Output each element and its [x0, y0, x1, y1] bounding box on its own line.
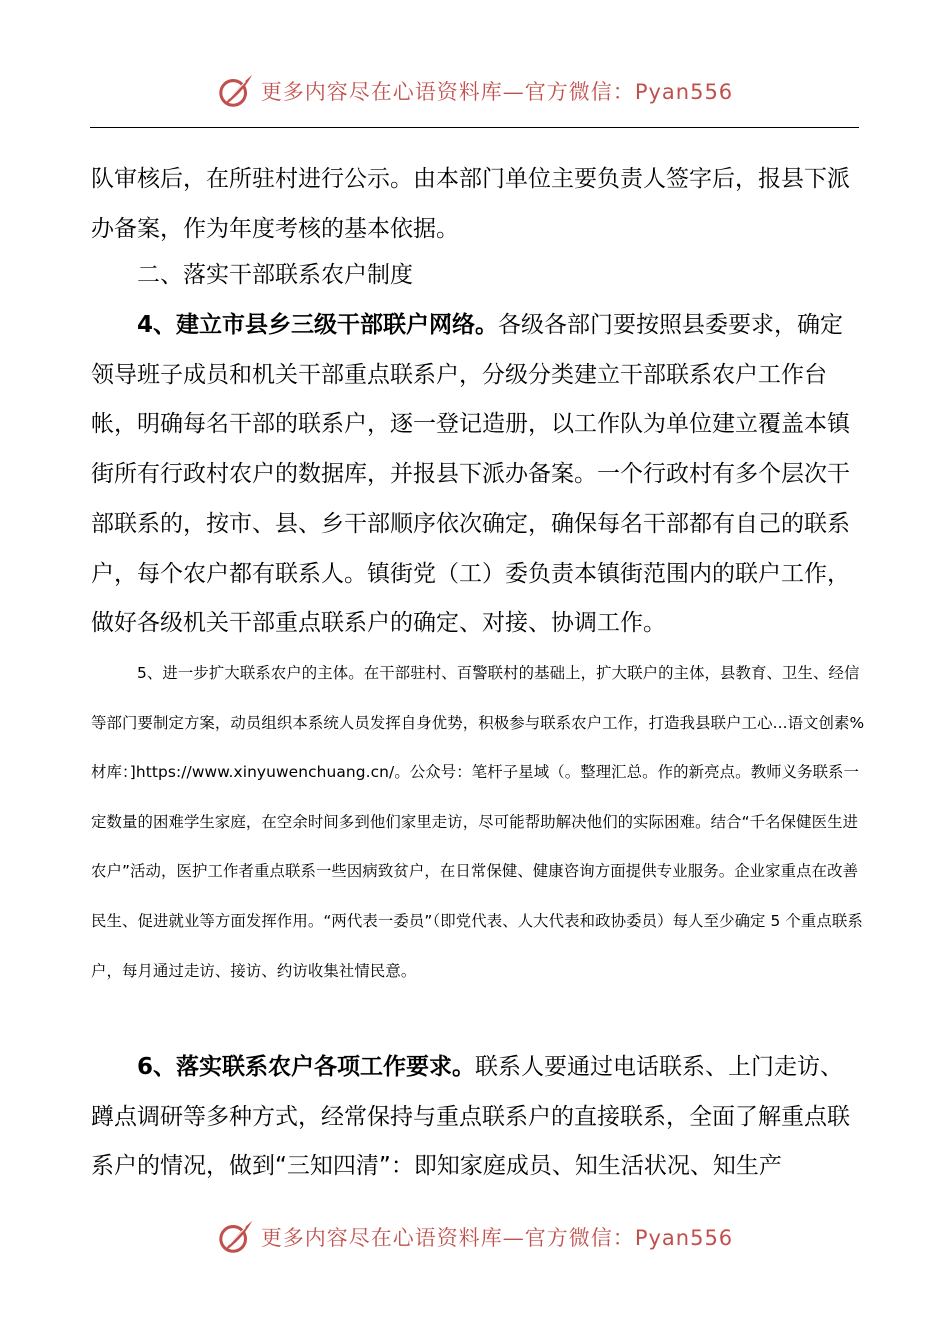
footer-wechat-id: Pyan556	[634, 1226, 734, 1250]
paragraph-5: 5、进一步扩大联系农户的主体。在干部驻村、百警联村的基础上，扩大联户的主体，县教育、卫生、经信等部门要制定方案，动员组织本系统人员发挥自身优势，积极参与联系农户工作，打造我县联户工心...语文创素%材库：]https://www.xinyuwenchuang.cn/。公众号：笔杆子星域（。整理汇总。作的新亮点。教师义务联系一定数量的困难学生家庭，在空余时间多到他们家里走访，尽可能帮助解决他们的实际困难。结合“千名保健医生进农户”活动，医护工作者重点联系一些因病致贫户，在日常保健、健康咨询方面提供专业服务。企业家重点在改善民生、促进就业等方面发挥作用。“两代表一委员”（即党代表、人大代表和政协委员）每人至少确定 5 个重点联系户，每月通过走访、接访、约访收集社情民意。	[91, 664, 865, 980]
paragraph-4-body: 各级各部门要按照县委要求，确定领导班子成员和机关干部重点联系户，分级分类建立干部联系农户工作台帐，明确每名干部的联系户，逐一登记造册，以工作队为单位建立覆盖本镇街所有行政村农户的数据库，并报县下派办备案。一个行政村有多个层次干部联系的，按市、县、乡干部顺序依次确定，确保每名干部都有自己的联系户，每个农户都有联系人。镇街党（工）委负责本镇街范围内的联户工作，做好各级机关干部重点联系户的确定、对接、协调工作。	[91, 312, 850, 637]
banner-text: 更多内容尽在心语资料库—官方微信：Pyan556	[260, 80, 734, 104]
header-divider	[90, 127, 859, 128]
wechat-id: Pyan556	[634, 80, 734, 104]
paragraph-continuation: 队审核后，在所驻村进行公示。由本部门单位主要负责人签字后，报县下派办备案，作为年度考核的基本依据。	[91, 166, 850, 242]
header-banner	[0, 66, 950, 116]
paragraph-6-heading: 6、落实联系农户各项工作要求。	[137, 1054, 476, 1080]
section-heading: 二、落实干部联系农户制度	[137, 262, 413, 288]
footer-banner-text: 更多内容尽在心语资料库—官方微信：Pyan556	[260, 1226, 734, 1250]
paragraph-6	[91, 1043, 861, 1192]
paragraph-6-body: 联系人要通过电话联系、上门走访、蹲点调研等多种方式，经常保持与重点联系户的直接联系，全面了解重点联系户的情况，做到“三知四清”：即知家庭成员、知生活状况、知生产	[91, 1054, 850, 1180]
paragraph-4	[91, 301, 861, 649]
feather-pen-logo-icon	[217, 72, 255, 110]
paragraph-4-heading: 4、建立市县乡三级干部联户网络。	[137, 312, 499, 338]
footer-banner	[0, 1212, 950, 1262]
feather-pen-logo-icon	[217, 1218, 255, 1256]
